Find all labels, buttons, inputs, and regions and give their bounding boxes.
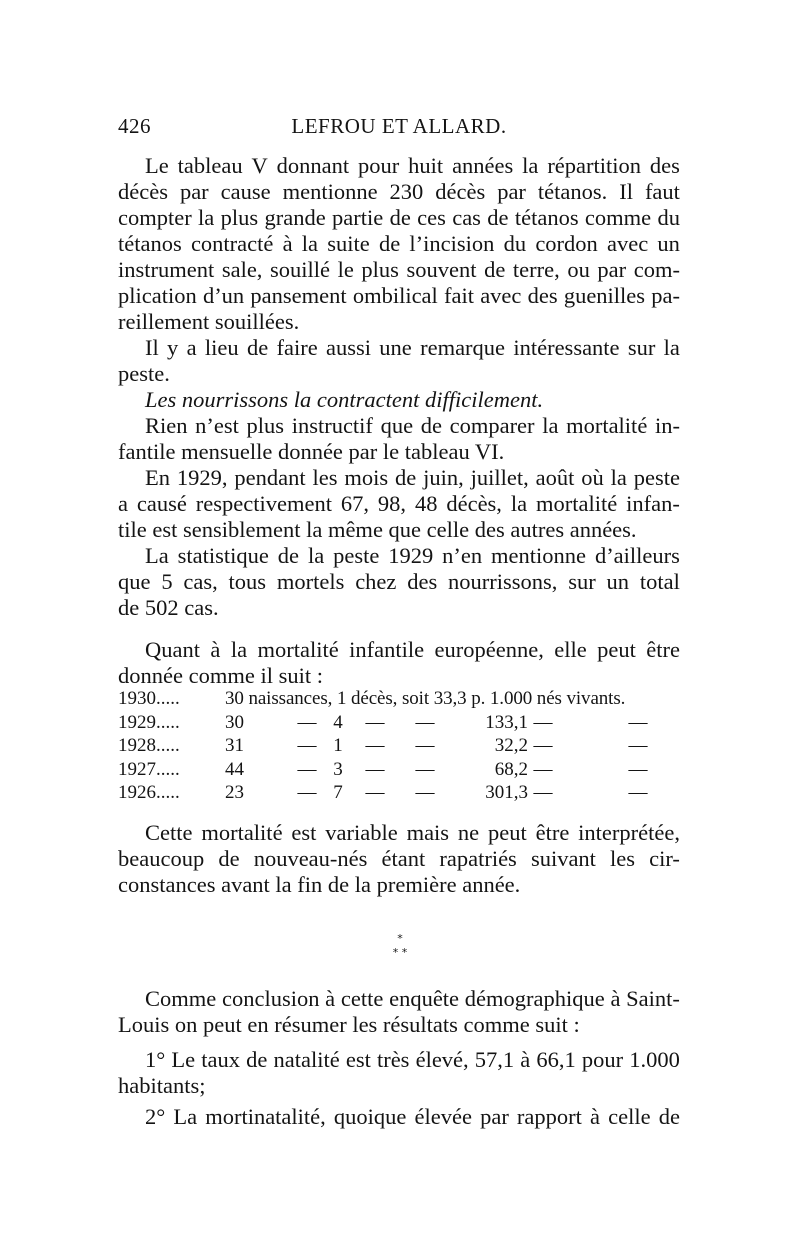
- text-line: peste.: [118, 361, 170, 386]
- text-line: compter la plus grande partie de ces cas de tétanos comme du: [118, 205, 680, 230]
- year-cell: 1926.....: [118, 782, 180, 803]
- page-number: 426: [118, 114, 151, 138]
- table-row: [118, 735, 680, 759]
- ditto-mark: —: [415, 758, 435, 780]
- ditto-mark: —: [628, 758, 648, 780]
- text-line: plication d’un pansement ombilical fait avec des guenilles pa-: [118, 283, 680, 308]
- year-cell: 1929.....: [118, 711, 180, 733]
- ditto-mark: —: [628, 711, 648, 733]
- ditto-mark: —: [533, 782, 553, 803]
- text-line: constances avant la fin de la première année.: [118, 872, 521, 897]
- text-line: Comme conclusion à cette enquête démographique à Saint-: [145, 986, 680, 1011]
- mortality-table: [118, 688, 680, 806]
- ditto-mark: —: [297, 782, 317, 803]
- text-line: donnée comme il suit :: [118, 663, 323, 688]
- deaths-cell: 1: [333, 735, 343, 756]
- asterism-bottom: * *: [392, 946, 408, 959]
- deaths-cell: 3: [333, 758, 343, 780]
- running-title: LEFROU ET ALLARD.: [291, 114, 507, 138]
- text-line: a causé respectivement 67, 98, 48 décès, la mortalité infan-: [118, 491, 680, 516]
- text-line: Le tableau V donnant pour huit années la répartition des: [145, 153, 680, 178]
- rate-cell: 32,2: [494, 735, 528, 756]
- births-cell: 44: [225, 758, 244, 780]
- births-cell: 31: [225, 735, 244, 756]
- text-line: Il y a lieu de faire aussi une remarque intéressante sur la: [145, 335, 680, 360]
- table-row: [118, 688, 680, 712]
- text-line: décès par cause mentionne 230 décès par tétanos. Il faut: [118, 179, 680, 204]
- list-item-mortinatalite: 2° La mortinatalité, quoique élevée par rapport à celle de: [145, 1104, 680, 1129]
- year-cell: 1928.....: [118, 735, 180, 756]
- text-line: fantile mensuelle donnée par le tableau VI.: [118, 439, 505, 464]
- paragraph-interpretation: [118, 820, 680, 898]
- ditto-mark: —: [533, 758, 553, 780]
- text-line: Louis on peut en résumer les résultats comme suit :: [118, 1012, 580, 1037]
- page-header: [118, 114, 680, 144]
- deaths-cell: 4: [333, 711, 343, 733]
- table-row: [118, 759, 680, 783]
- text-line: habitants;: [118, 1073, 206, 1098]
- text-line: Rien n’est plus instructif que de comparer la mortalité in-: [145, 413, 680, 438]
- paragraph-mortalite-europeenne: [118, 637, 680, 689]
- table-row: [118, 712, 680, 736]
- text-line: tétanos contracté à la suite de l’incision du cordon avec un: [118, 231, 680, 256]
- text-line: En 1929, pendant les mois de juin, juillet, août où la peste: [145, 465, 680, 490]
- ditto-mark: —: [365, 758, 385, 780]
- table-row: [118, 782, 680, 806]
- ditto-mark: —: [415, 735, 435, 756]
- rate-cell: 68,2: [494, 758, 528, 780]
- births-cell: 23: [225, 782, 244, 803]
- text-line: de 502 cas.: [118, 595, 219, 620]
- text-line: reillement souillées.: [118, 309, 300, 334]
- text-line: que 5 cas, tous mortels chez des nourrissons, sur un total: [118, 569, 680, 594]
- ditto-mark: —: [415, 711, 435, 733]
- text-line: Quant à la mortalité infantile européenne, elle peut être: [145, 637, 680, 662]
- list-item-natalite: 1° Le taux de natalité est très élevé, 57,1 à 66,1 pour 1.000: [145, 1047, 680, 1072]
- ditto-mark: —: [297, 758, 317, 780]
- rate-cell: 301,3: [485, 782, 528, 803]
- italic-remark: Les nourrissons la contractent difficilement.: [145, 387, 544, 412]
- asterism-top: *: [397, 932, 403, 945]
- ditto-mark: —: [365, 735, 385, 756]
- text-line: instrument sale, souillé le plus souvent de terre, ou par com-: [118, 257, 680, 282]
- text-line: tile est sensiblement la même que celle des autres années.: [118, 517, 637, 542]
- ditto-mark: —: [533, 711, 553, 733]
- paragraphs-tetanos-peste: [118, 153, 680, 621]
- text-line: beaucoup de nouveau-nés étant rapatriés suivant les cir-: [118, 846, 680, 871]
- ditto-mark: —: [628, 735, 648, 756]
- ditto-mark: —: [297, 711, 317, 733]
- text-line: Cette mortalité est variable mais ne peut être interprétée,: [145, 820, 680, 845]
- text-line: La statistique de la peste 1929 n’en mentionne d’ailleurs: [145, 543, 680, 568]
- first-row-text: 30 naissances, 1 décès, soit 33,3 p. 1.000 nés vivants.: [225, 688, 626, 709]
- ditto-mark: —: [365, 711, 385, 733]
- asterism-separator: [370, 932, 430, 960]
- deaths-cell: 7: [333, 782, 343, 803]
- rate-cell: 133,1: [485, 711, 528, 733]
- ditto-mark: —: [297, 735, 317, 756]
- ditto-mark: —: [533, 735, 553, 756]
- ditto-mark: —: [365, 782, 385, 803]
- births-cell: 30: [225, 711, 244, 733]
- ditto-mark: —: [415, 782, 435, 803]
- year-cell: 1927.....: [118, 758, 180, 780]
- paragraph-conclusion: [118, 986, 680, 1130]
- year-cell: 1930.....: [118, 688, 180, 709]
- ditto-mark: —: [628, 782, 648, 803]
